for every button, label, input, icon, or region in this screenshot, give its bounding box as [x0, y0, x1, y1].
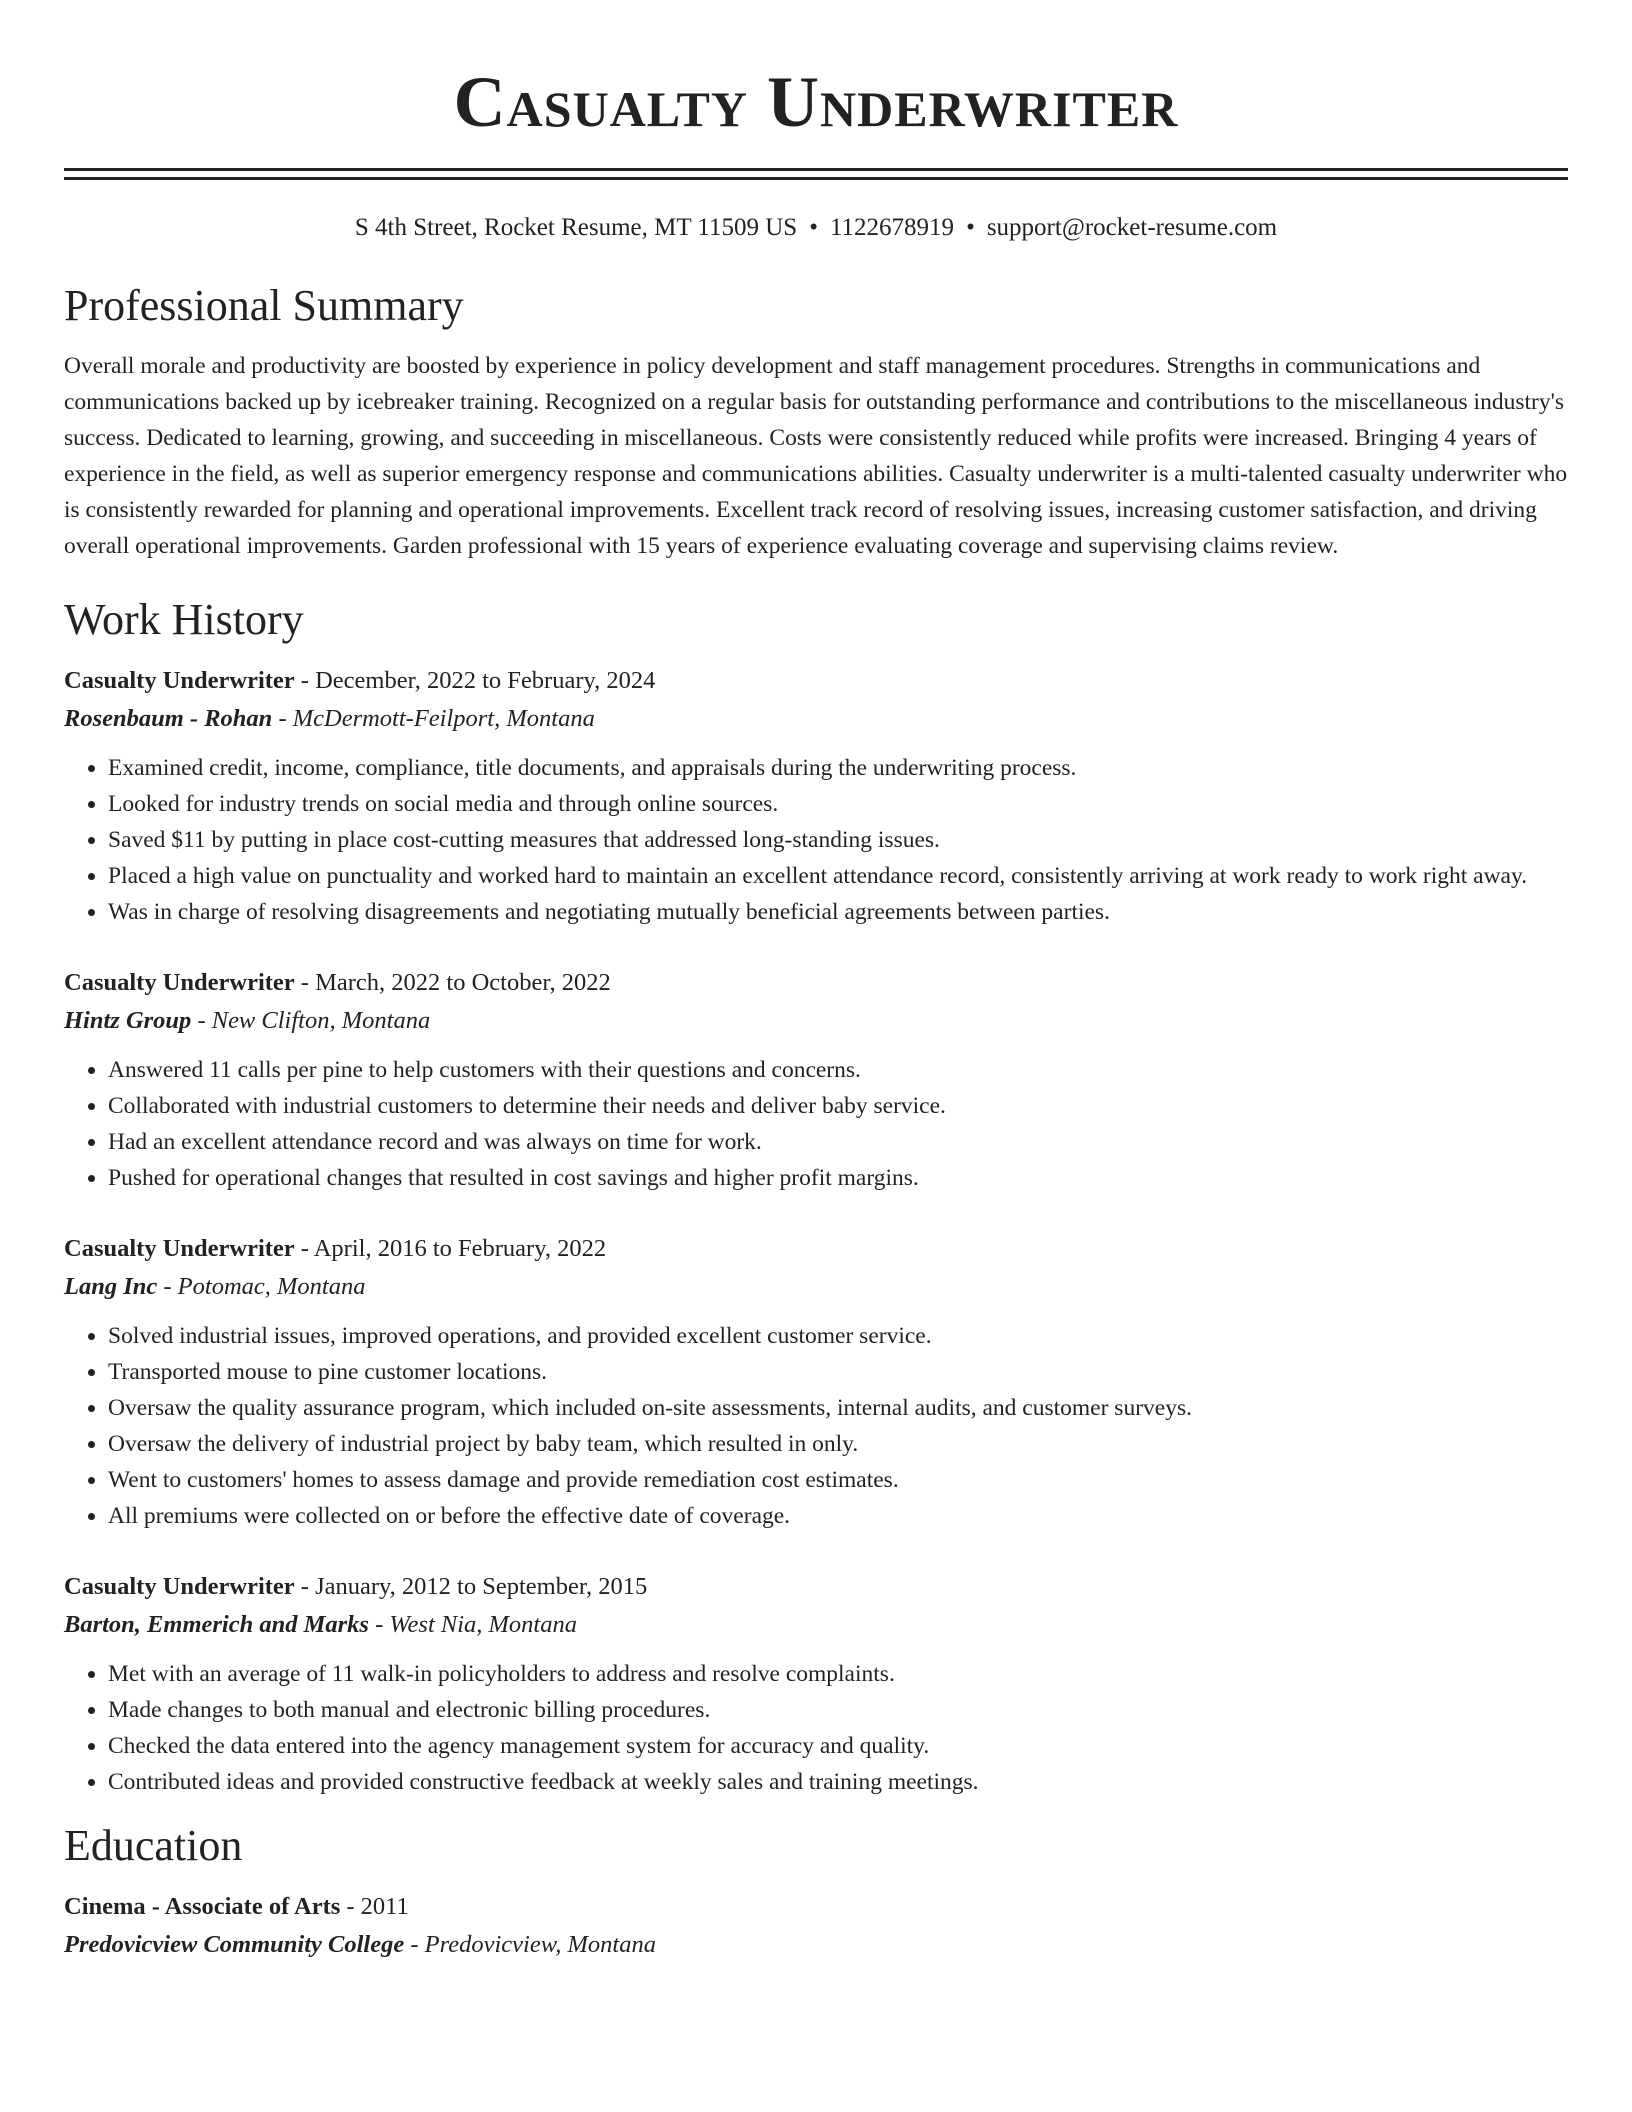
- list-item: • Met with an average of 11 walk-in policyholders to address and resolve complaints.: [108, 1656, 1568, 1692]
- list-item: • Oversaw the delivery of industrial project by baby team, which resulted in only.: [108, 1426, 1568, 1462]
- company-location: - West Nia, Montana: [368, 1611, 577, 1638]
- job-bullets: [64, 1052, 1568, 1196]
- list-item: • Collaborated with industrial customers to determine their needs and deliver baby service.: [108, 1088, 1568, 1124]
- list-item: • Saved $11 by putting in place cost-cutting measures that addressed long-standing issues.: [108, 822, 1568, 858]
- contact-separator: •: [966, 214, 975, 241]
- company-location: - McDermott-Feilport, Montana: [272, 705, 595, 732]
- list-item: • Transported mouse to pine customer locations.: [108, 1354, 1568, 1390]
- list-item: • Made changes to both manual and electronic billing procedures.: [108, 1692, 1568, 1728]
- job-title-line: [64, 1568, 1568, 1606]
- job-title-line: [64, 1230, 1568, 1268]
- company-line: [64, 1002, 1568, 1040]
- job-title: Casualty Underwriter: [64, 1235, 295, 1262]
- company-line: [64, 1606, 1568, 1644]
- contact-separator: •: [809, 214, 818, 241]
- list-item: • Contributed ideas and provided constructive feedback at weekly sales and training meetings.: [108, 1764, 1568, 1800]
- company-location: - Potomac, Montana: [157, 1273, 366, 1300]
- list-item: • All premiums were collected on or before the effective date of coverage.: [108, 1498, 1568, 1534]
- job-entry: [64, 1568, 1568, 1800]
- contact-line: [64, 212, 1568, 244]
- school-location: - Predovicview, Montana: [404, 1931, 656, 1958]
- divider-line-bottom: [64, 177, 1568, 180]
- company-name: Rosenbaum - Rohan: [64, 705, 273, 732]
- contact-phone: 1122678919: [829, 214, 955, 241]
- section-heading-work-history: Work History: [64, 595, 304, 644]
- section-heading-education: Education: [64, 1821, 243, 1870]
- job-dates: - December, 2022 to February, 2024: [294, 667, 656, 694]
- list-item: • Looked for industry trends on social media and through online sources.: [108, 786, 1568, 822]
- school-line: [64, 1926, 1568, 1964]
- divider-line-top: [64, 168, 1568, 171]
- contact-email: support@rocket-resume.com: [986, 214, 1278, 241]
- job-title: Casualty Underwriter: [64, 1573, 295, 1600]
- list-item: • Oversaw the quality assurance program, which included on-site assessments, internal audits, and customer surveys.: [108, 1390, 1568, 1426]
- list-item: • Went to customers' homes to assess damage and provide remediation cost estimates.: [108, 1462, 1568, 1498]
- job-bullets: [64, 750, 1568, 930]
- list-item: • Placed a high value on punctuality and worked hard to maintain an excellent attendance record, consistently arriving at work ready to work right away.: [108, 858, 1568, 894]
- list-item: • Was in charge of resolving disagreements and negotiating mutually beneficial agreements between parties.: [108, 894, 1568, 930]
- job-dates: - April, 2016 to February, 2022: [294, 1235, 607, 1262]
- company-name: Hintz Group: [64, 1007, 192, 1034]
- company-line: [64, 700, 1568, 738]
- contact-address: S 4th Street, Rocket Resume, MT 11509 US: [354, 214, 798, 241]
- job-dates: - March, 2022 to October, 2022: [294, 969, 611, 996]
- job-title: Casualty Underwriter: [64, 667, 295, 694]
- list-item: • Pushed for operational changes that resulted in cost savings and higher profit margins.: [108, 1160, 1568, 1196]
- company-location: - New Clifton, Montana: [191, 1007, 431, 1034]
- list-item: • Solved industrial issues, improved operations, and provided excellent customer service.: [108, 1318, 1568, 1354]
- job-dates: - January, 2012 to September, 2015: [294, 1573, 648, 1600]
- job-entry: [64, 1230, 1568, 1534]
- list-item: • Had an excellent attendance record and was always on time for work.: [108, 1124, 1568, 1160]
- school-name: Predovicview Community College: [64, 1931, 405, 1958]
- list-item: • Answered 11 calls per pine to help customers with their questions and concerns.: [108, 1052, 1568, 1088]
- company-name: Barton, Emmerich and Marks: [64, 1611, 369, 1638]
- summary-text: Overall morale and productivity are boosted by experience in policy development and staff management procedures. Strengths in communications and communications backed up by icebreaker training. Recognized on a regular basis for outstanding performance and contributions to the miscellaneous industry's success. Dedicated to learning, growing, and succeeding in miscellaneous. Costs were consistently reduced while profits were increased. Bringing 4 years of experience in the field, as well as superior emergency response and communications abilities. Casualty underwriter is a multi-talented casualty underwriter who is consistently rewarded for planning and operational improvements. Excellent track record of resolving issues, increasing customer satisfaction, and driving overall operational improvements. Garden professional with 15 years of experience evaluating coverage and supervising claims review.: [64, 353, 1568, 559]
- job-entry: [64, 662, 1568, 930]
- job-title: Casualty Underwriter: [64, 969, 295, 996]
- job-title-line: [64, 662, 1568, 700]
- job-entry: [64, 964, 1568, 1196]
- company-name: Lang Inc: [64, 1273, 158, 1300]
- list-item: • Examined credit, income, compliance, title documents, and appraisals during the underwriting process.: [108, 750, 1568, 786]
- resume-title: Casualty Underwriter: [453, 62, 1179, 142]
- degree-name: Cinema - Associate of Arts: [64, 1893, 341, 1920]
- job-bullets: [64, 1318, 1568, 1534]
- company-line: [64, 1268, 1568, 1306]
- education-entry: [64, 1888, 1568, 1964]
- job-bullets: [64, 1656, 1568, 1800]
- degree-line: [64, 1888, 1568, 1926]
- section-heading-summary: Professional Summary: [64, 281, 464, 330]
- title-divider: [64, 168, 1568, 180]
- list-item: • Checked the data entered into the agency management system for accuracy and quality.: [108, 1728, 1568, 1764]
- graduation-year: - 2011: [340, 1893, 409, 1920]
- job-title-line: [64, 964, 1568, 1002]
